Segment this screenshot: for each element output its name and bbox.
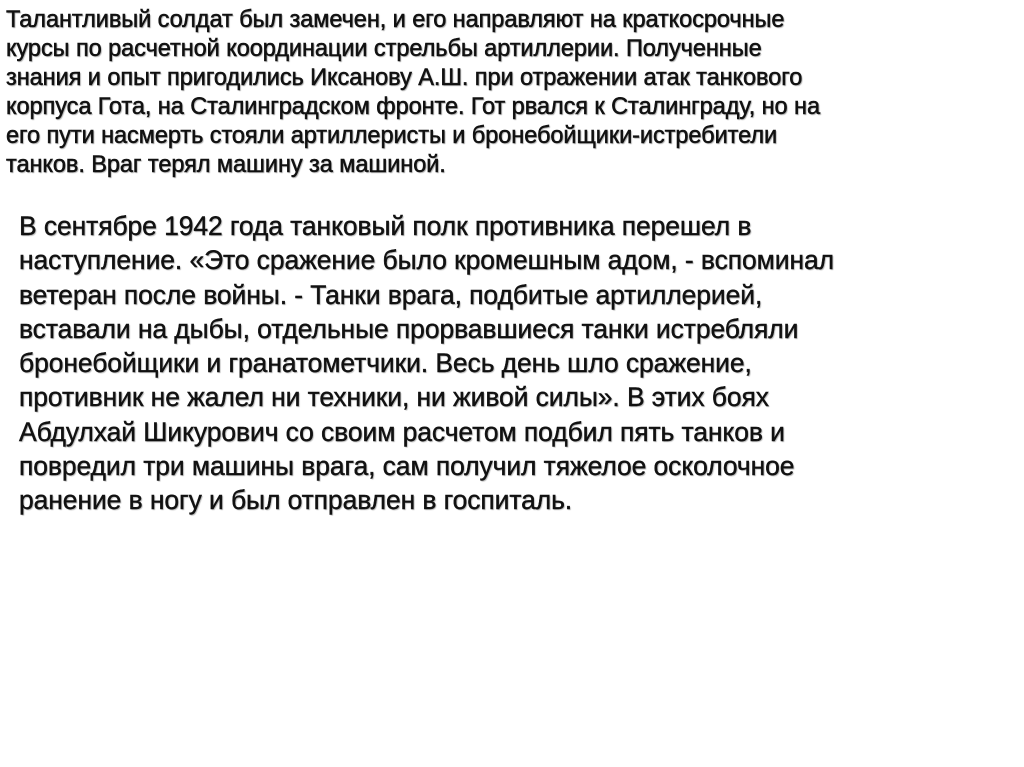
paragraph2-line: наступление. «Это сражение было кромешным адом, - вспоминал xyxy=(19,245,834,276)
paragraph1-line: танков. Враг терял машину за машиной. xyxy=(6,152,446,178)
paragraph1-line: Талантливый солдат был замечен, и его направляют на краткосрочные xyxy=(6,7,785,33)
paragraph1-line: знания и опыт пригодились Иксанову А.Ш. при отражении атак танкового xyxy=(6,65,803,91)
paragraph-september-1942 xyxy=(19,209,1015,518)
paragraph2-line: противник не жалел ни техники, ни живой силы». В этих боях xyxy=(19,382,769,413)
paragraph2-line: бронебойщики и гранатометчики. Весь день шло сражение, xyxy=(19,348,752,379)
paragraph2-line: В сентябре 1942 года танковый полк противника перешел в xyxy=(19,211,752,241)
paragraph2-line: вставали на дыбы, отдельные прорвавшиеся танки истребляли xyxy=(19,313,799,344)
paragraph2-line: ранение в ногу и был отправлен в госпиталь. xyxy=(19,485,573,516)
paragraph1-line: корпуса Гота, на Сталинградском фронте. Гот рвался к Сталинграду, но на xyxy=(6,94,820,120)
paragraph2-line: ветеран после войны. - Танки врага, подбитые артиллерией, xyxy=(19,279,763,310)
paragraph-training-courses xyxy=(6,6,1014,180)
paragraph2-line: Абдулхай Шикурович со своим расчетом подбил пять танков и xyxy=(19,416,785,447)
paragraph1-line: курсы по расчетной координации стрельбы артиллерии. Полученные xyxy=(6,36,762,62)
paragraph2-line: повредил три машины врага, сам получил тяжелое осколочное xyxy=(19,451,795,482)
paragraph1-line: его пути насмерть стояли артиллеристы и бронебойщики-истребители xyxy=(6,123,778,149)
